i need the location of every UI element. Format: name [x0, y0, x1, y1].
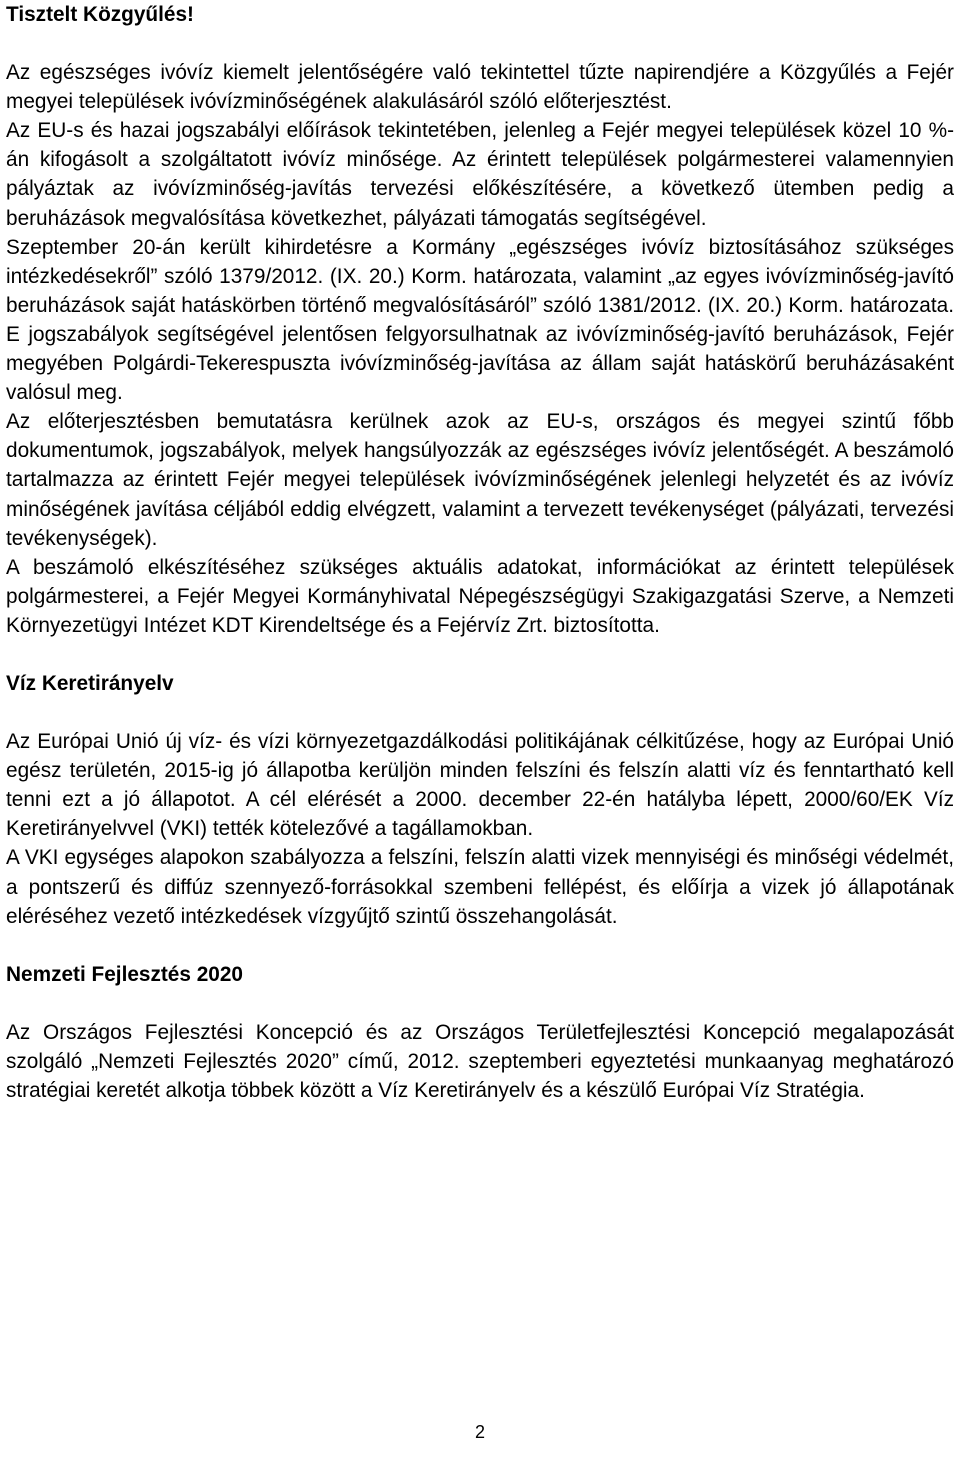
heading-water-framework-directive: Víz Keretirányelv — [6, 671, 174, 695]
paragraph-intro-5: A beszámoló elkészítéséhez szükséges aktuális adatokat, információkat az érintett települések polgármesterei, a Fejér Megyei Kormányhivatal Népegészségügyi Szakigazgatási Szerve, a Nemzeti Környezetügyi Intézet KDT Kirendeltsége és a Fejérvíz Zrt. biztosította. — [6, 555, 954, 637]
document-page — [6, 0, 954, 1105]
paragraph-wfd-2: A VKI egységes alapokon szabályozza a felszíni, felszín alatti vizek mennyiségi és minőségi védelmét, a pontszerű és diffúz szennyező-forrásokkal szembeni fellépést, és előírja a vizek jó állapotának eléréséhez vezető intézkedések vízgyűjtő szintű összehangolását. — [6, 846, 954, 928]
salutation: Tisztelt Közgyűlés! — [6, 3, 194, 26]
paragraph-intro-1: Az egészséges ivóvíz kiemelt jelentőségére való tekintettel tűzte napirendjére a Közgyűlés a Fejér megyei települések ivóvízminőségének alakulásáról szóló előterjesztést. — [6, 61, 954, 114]
heading-nemzeti-fejlesztes-2020: Nemzeti Fejlesztés 2020 — [6, 962, 243, 986]
paragraph-wfd-1: Az Európai Unió új víz- és vízi környezetgazdálkodási politikájának célkitűzése, hogy az Európai Unió egész területén, 2015-ig jó állapotba kerüljön minden felszíni és felszín alatti víz és fenntartható kell tenni ezt a jó állapotot. A cél elérését a 2000. december 22-én hatályba lépett, 2000/60/EK Víz Keretirányelvvel (VKI) tették kötelezővé a tagállamokban. — [6, 730, 954, 841]
paragraph-intro-3: Szeptember 20-án került kihirdetésre a Kormány „egészséges ivóvíz biztosításához szükséges intézkedésekről” szóló 1379/2012. (IX. 20.) Korm. határozata, valamint „az egyes ivóvízminőség-javító beruházások saját hatáskörben történő megvalósításáról” szóló 1381/2012. (IX. 20.) Korm. határozata. E jogszabályok segítségével jelentősen felgyorsulhatnak az ivóvízminőség-javító beruházások, Fejér megyében Polgárdi-Tekerespuszta ivóvízminőség-javítása az állam saját hatáskörű beruházásaként valósul meg. — [6, 235, 954, 405]
paragraph-intro-2: Az EU-s és hazai jogszabályi előírások tekintetében, jelenleg a Fejér megyei települések közel 10 %-án kifogásolt a szolgáltatott ivóvíz minősége. Az érintett települések polgármesterei valamennyien pályáztak az ivóvízminőség-javítás tervezési előkészítésére, a következő ütemben pedig a beruházások megvalósítása következhet, pályázati támogatás segítségével. — [6, 119, 954, 230]
paragraph-intro-4: Az előterjesztésben bemutatásra kerülnek azok az EU-s, országos és megyei szintű főbb dokumentumok, jogszabályok, melyek hangsúlyozzák az egészséges ivóvíz jelentőségét. A beszámoló tartalmazza az érintett Fejér megyei települések ivóvízminőségének jelenlegi helyzetét és az ivóvíz minőségének javítása céljából eddig elvégzett, valamint a tervezett tevékenységet (pályázati, tervezési tevékenységek). — [6, 410, 954, 550]
page-number: 2 — [474, 1422, 485, 1442]
paragraph-nf2020-1: Az Országos Fejlesztési Koncepció és az Országos Területfejlesztési Koncepció megalapozását szolgáló „Nemzeti Fejlesztés 2020” című, 2012. szeptemberi egyeztetési munkaanyag meghatározó stratégiai keretét alkotja többek között a Víz Keretirányelv és a készülő Európai Víz Stratégia. — [6, 1020, 954, 1102]
